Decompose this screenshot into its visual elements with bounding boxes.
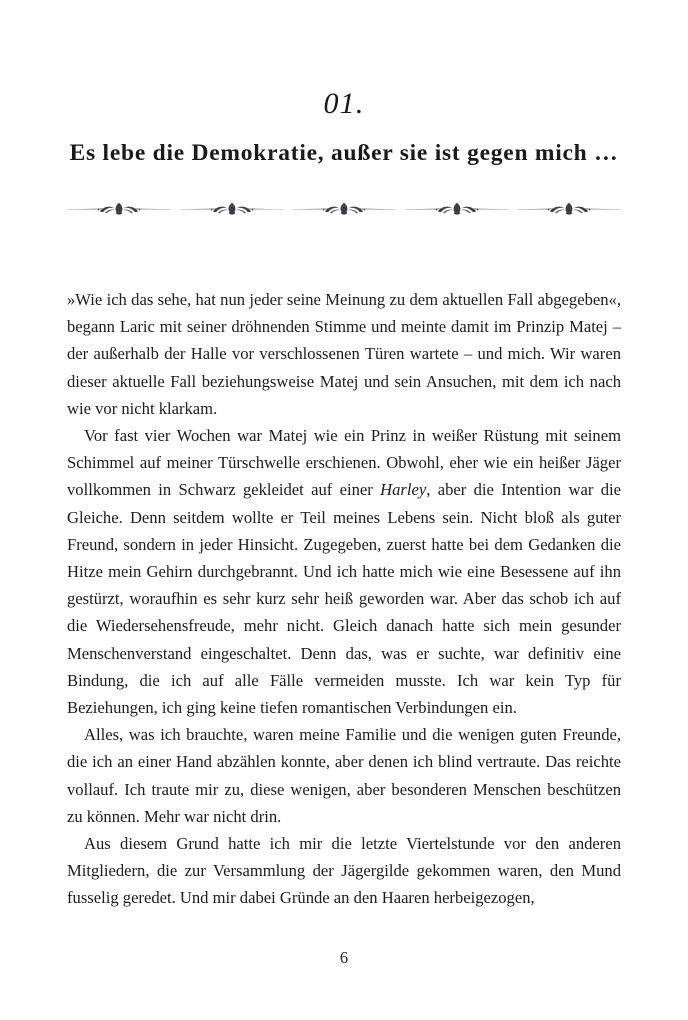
fleuron-leaf-ornament	[180, 197, 284, 221]
paragraph	[67, 422, 621, 721]
paragraph	[67, 830, 621, 912]
emphasised-text: Harley	[380, 480, 427, 500]
body-text	[67, 286, 621, 912]
fleuron-leaf-ornament	[292, 197, 396, 221]
fleuron-leaf-ornament	[517, 197, 621, 221]
text-run: Vor fast vier Wochen war Matej wie ein Prinz in weißer Rüstung mit seinem Schimmel auf meiner Türschwelle erschienen. Obwohl, eher wie ein heißer Jäger vollkommen in Schwarz gekleidet auf einer	[67, 426, 621, 500]
text-run: Aus diesem Grund hatte ich mir die letzte Viertelstunde vor den anderen Mitgliedern, die zur Versammlung der Jägergilde gekommen waren, den Mund fusselig geredet. Und mir dabei Gründe an den Haaren herbeigezogen,	[67, 834, 621, 908]
text-run: Alles, was ich brauchte, waren meine Familie und die wenigen guten Freunde, die ich an einer Hand abzählen konnte, aber denen ich blind vertraute. Das reichte vollauf. Ich traute mir zu, diese wenigen, aber besonderen Menschen beschützen zu können. Mehr war nicht drin.	[67, 725, 621, 826]
ornamental-divider	[67, 196, 621, 222]
fleuron-leaf-ornament	[405, 197, 509, 221]
text-run: »Wie ich das sehe, hat nun jeder seine Meinung zu dem aktuellen Fall abgegeben«, begann Laric mit seiner dröhnenden Stimme und meinte damit im Prinzip Matej – der außerhalb der Halle vor verschlossenen Türen wartete – und mich. Wir waren dieser aktuelle Fall beziehungsweise Matej und sein Ansuchen, mit dem ich nach wie vor nicht klarkam.	[67, 290, 621, 418]
text-run: , aber die Intention war die Gleiche. Denn seitdem wollte er Teil meines Lebens sein. Nicht bloß als guter Freund, sondern in jeder Hinsicht. Zugegeben, zuerst hatte bei dem Gedanken die Hitze mein Gehirn durchgebrannt. Und ich hatte mich wie eine Besessene auf ihn gestürzt, woraufhin es sehr kurz sehr heiß geworden war. Aber das schob ich auf die Wiedersehensfreude, mehr nicht. Gleich danach hatte sich mein gesunder Menschenverstand eingeschaltet. Denn das, was er suchte, war definitiv eine Bindung, die ich auf alle Fälle vermeiden musste. Ich war kein Typ für Beziehungen, ich ging keine tiefen romantischen Verbindungen ein.	[67, 480, 621, 718]
page-number: 6	[339, 948, 349, 967]
chapter-header	[0, 0, 688, 168]
chapter-title: Es lebe die Demokratie, außer sie ist gegen mich …	[69, 140, 619, 166]
chapter-number: 01.	[323, 87, 365, 120]
fleuron-leaf-ornament	[67, 197, 171, 221]
paragraph	[67, 721, 621, 830]
paragraph	[67, 286, 621, 422]
